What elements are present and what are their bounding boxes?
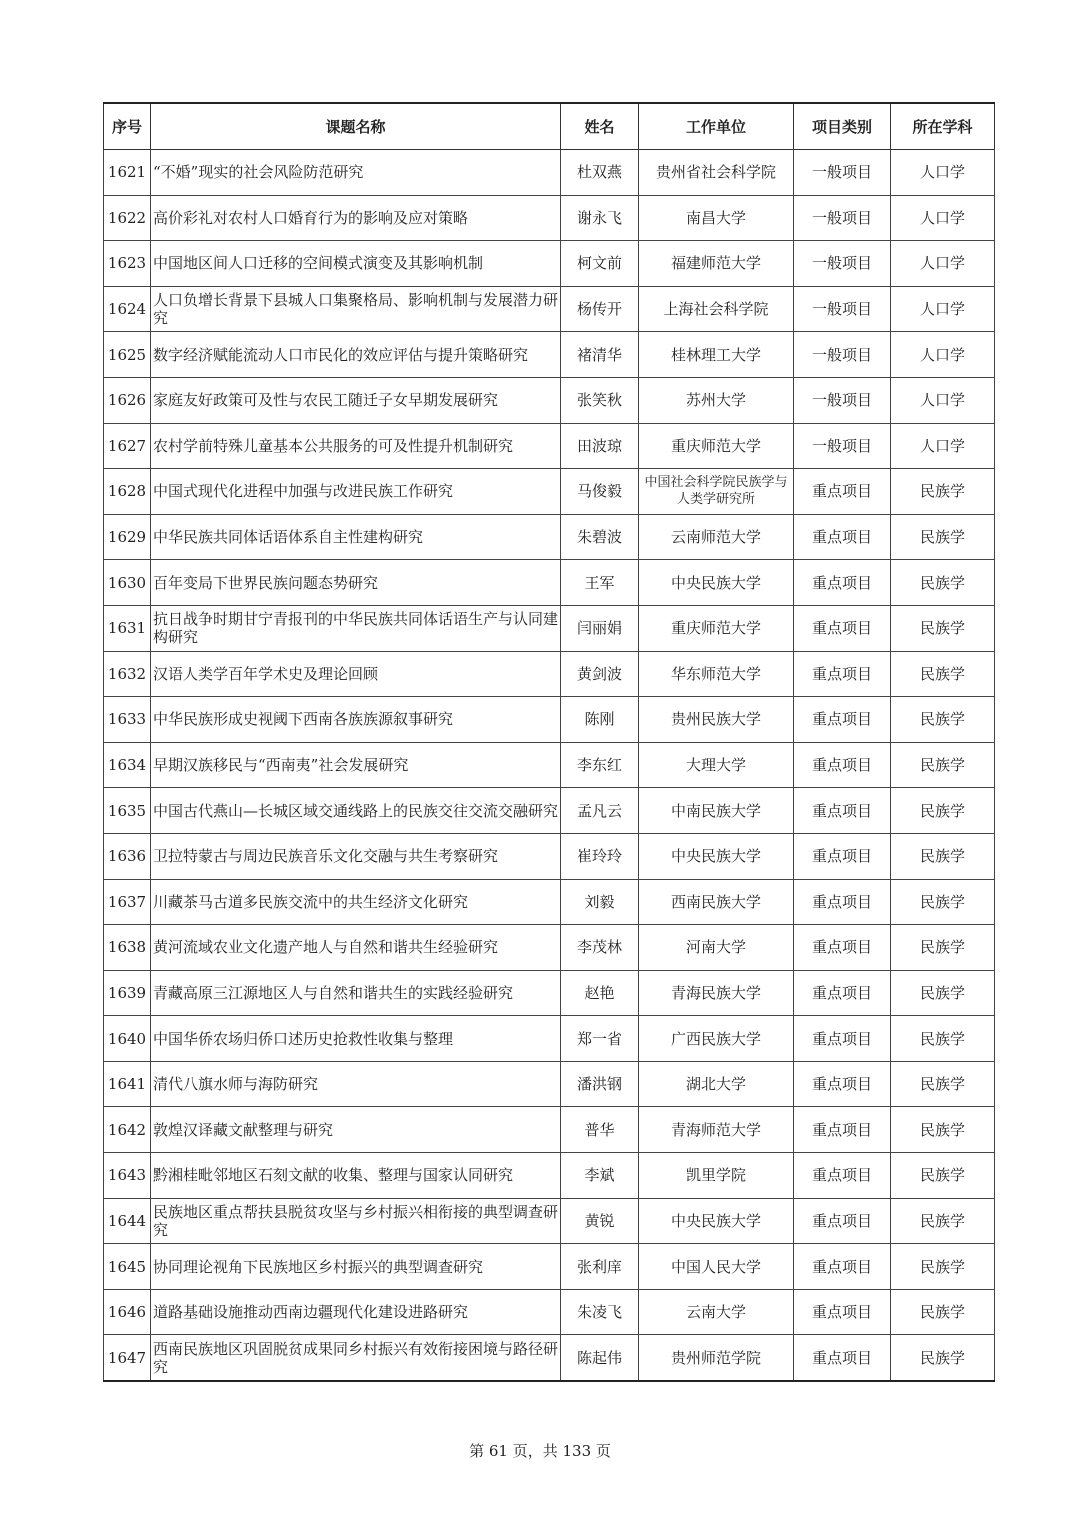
cell-no: 1635 (104, 788, 151, 834)
cell-unit: 中央民族大学 (639, 1198, 794, 1244)
cell-name: 陈刚 (561, 697, 639, 743)
cell-unit: 南昌大学 (639, 195, 794, 241)
cell-title: 黔湘桂毗邻地区石刻文献的收集、整理与国家认同研究 (151, 1153, 561, 1199)
table-row (104, 560, 995, 606)
cell-no: 1645 (104, 1244, 151, 1290)
cell-type: 重点项目 (794, 879, 891, 925)
cell-unit: 广西民族大学 (639, 1016, 794, 1062)
table-row (104, 1289, 995, 1335)
cell-title: 家庭友好政策可及性与农民工随迁子女早期发展研究 (151, 377, 561, 423)
cell-no: 1632 (104, 651, 151, 697)
cell-no: 1647 (104, 1335, 151, 1381)
cell-unit: 贵州民族大学 (639, 697, 794, 743)
table-row (104, 1153, 995, 1199)
cell-no: 1640 (104, 1016, 151, 1062)
table-row (104, 1107, 995, 1153)
cell-subject: 人口学 (891, 286, 995, 332)
cell-name: 杨传开 (561, 286, 639, 332)
cell-name: 刘毅 (561, 879, 639, 925)
cell-no: 1642 (104, 1107, 151, 1153)
cell-type: 重点项目 (794, 1153, 891, 1199)
cell-unit: 上海社会科学院 (639, 286, 794, 332)
cell-type: 重点项目 (794, 742, 891, 788)
cell-no: 1624 (104, 286, 151, 332)
header-title: 课题名称 (151, 103, 561, 150)
cell-type: 重点项目 (794, 788, 891, 834)
cell-unit: 福建师范大学 (639, 241, 794, 287)
cell-no: 1638 (104, 925, 151, 971)
cell-unit: 中央民族大学 (639, 560, 794, 606)
cell-unit: 青海民族大学 (639, 970, 794, 1016)
cell-subject: 民族学 (891, 1153, 995, 1199)
cell-unit: 中国社会科学院民族学与人类学研究所 (639, 469, 794, 515)
cell-name: 褚清华 (561, 332, 639, 378)
cell-title: 高价彩礼对农村人口婚育行为的影响及应对策略 (151, 195, 561, 241)
cell-title: “不婚”现实的社会风险防范研究 (151, 150, 561, 196)
cell-name: 张笑秋 (561, 377, 639, 423)
table-row (104, 423, 995, 469)
cell-unit: 苏州大学 (639, 377, 794, 423)
cell-subject: 民族学 (891, 833, 995, 879)
table-row (104, 514, 995, 560)
table-row (104, 332, 995, 378)
cell-unit: 贵州省社会科学院 (639, 150, 794, 196)
cell-title: 黄河流域农业文化遗产地人与自然和谐共生经验研究 (151, 925, 561, 971)
cell-type: 重点项目 (794, 970, 891, 1016)
table-row (104, 195, 995, 241)
table-row (104, 879, 995, 925)
cell-unit: 西南民族大学 (639, 879, 794, 925)
cell-type: 一般项目 (794, 423, 891, 469)
cell-subject: 民族学 (891, 1198, 995, 1244)
cell-title: 中华民族共同体话语体系自主性建构研究 (151, 514, 561, 560)
cell-subject: 民族学 (891, 1335, 995, 1381)
cell-no: 1623 (104, 241, 151, 287)
cell-name: 崔玲玲 (561, 833, 639, 879)
cell-name: 黄锐 (561, 1198, 639, 1244)
cell-no: 1621 (104, 150, 151, 196)
cell-unit: 云南大学 (639, 1289, 794, 1335)
table-row (104, 469, 995, 515)
cell-name: 张利庠 (561, 1244, 639, 1290)
cell-unit: 中央民族大学 (639, 833, 794, 879)
cell-title: 汉语人类学百年学术史及理论回顾 (151, 651, 561, 697)
cell-title: 中国古代燕山—长城区域交通线路上的民族交往交流交融研究 (151, 788, 561, 834)
cell-type: 一般项目 (794, 195, 891, 241)
header-no: 序号 (104, 103, 151, 150)
cell-title: 青藏高原三江源地区人与自然和谐共生的实践经验研究 (151, 970, 561, 1016)
cell-type: 重点项目 (794, 651, 891, 697)
cell-title: 中华民族形成史视阈下西南各族族源叙事研究 (151, 697, 561, 743)
cell-unit: 中南民族大学 (639, 788, 794, 834)
cell-type: 重点项目 (794, 1198, 891, 1244)
cell-subject: 人口学 (891, 332, 995, 378)
cell-type: 重点项目 (794, 1107, 891, 1153)
cell-no: 1629 (104, 514, 151, 560)
table-row (104, 1061, 995, 1107)
cell-subject: 民族学 (891, 742, 995, 788)
header-unit: 工作单位 (639, 103, 794, 150)
cell-name: 李茂林 (561, 925, 639, 971)
cell-name: 潘洪钢 (561, 1061, 639, 1107)
cell-type: 重点项目 (794, 560, 891, 606)
cell-subject: 人口学 (891, 377, 995, 423)
cell-title: 抗日战争时期甘宁青报刊的中华民族共同体话语生产与认同建构研究 (151, 605, 561, 651)
cell-unit: 桂林理工大学 (639, 332, 794, 378)
cell-subject: 民族学 (891, 1107, 995, 1153)
cell-type: 重点项目 (794, 514, 891, 560)
cell-title: 早期汉族移民与“西南夷”社会发展研究 (151, 742, 561, 788)
cell-title: 百年变局下世界民族问题态势研究 (151, 560, 561, 606)
cell-name: 黄剑波 (561, 651, 639, 697)
cell-no: 1637 (104, 879, 151, 925)
cell-subject: 民族学 (891, 697, 995, 743)
cell-type: 重点项目 (794, 925, 891, 971)
cell-name: 李斌 (561, 1153, 639, 1199)
table-row (104, 1244, 995, 1290)
cell-title: 道路基础设施推动西南边疆现代化建设进路研究 (151, 1289, 561, 1335)
cell-no: 1630 (104, 560, 151, 606)
cell-title: 中国式现代化进程中加强与改进民族工作研究 (151, 469, 561, 515)
cell-type: 重点项目 (794, 1335, 891, 1381)
cell-title: 协同理论视角下民族地区乡村振兴的典型调查研究 (151, 1244, 561, 1290)
table-row (104, 286, 995, 332)
cell-subject: 民族学 (891, 1016, 995, 1062)
cell-title: 清代八旗水师与海防研究 (151, 1061, 561, 1107)
cell-title: 西南民族地区巩固脱贫成果同乡村振兴有效衔接困境与路径研究 (151, 1335, 561, 1381)
table-row (104, 1016, 995, 1062)
cell-subject: 民族学 (891, 514, 995, 560)
cell-no: 1646 (104, 1289, 151, 1335)
cell-name: 赵艳 (561, 970, 639, 1016)
cell-type: 重点项目 (794, 1016, 891, 1062)
table-row (104, 377, 995, 423)
cell-subject: 民族学 (891, 651, 995, 697)
table-row (104, 833, 995, 879)
cell-name: 谢永飞 (561, 195, 639, 241)
page-footer: 第 61 页，共 133 页 (469, 1442, 611, 1460)
cell-subject: 人口学 (891, 423, 995, 469)
cell-subject: 民族学 (891, 1061, 995, 1107)
cell-no: 1636 (104, 833, 151, 879)
table-row (104, 1335, 995, 1381)
cell-type: 重点项目 (794, 697, 891, 743)
cell-subject: 民族学 (891, 788, 995, 834)
cell-unit: 中国人民大学 (639, 1244, 794, 1290)
table-row (104, 241, 995, 287)
cell-no: 1631 (104, 605, 151, 651)
cell-title: 中国华侨农场归侨口述历史抢救性收集与整理 (151, 1016, 561, 1062)
table-row (104, 970, 995, 1016)
cell-subject: 民族学 (891, 605, 995, 651)
cell-unit: 重庆师范大学 (639, 605, 794, 651)
cell-no: 1627 (104, 423, 151, 469)
cell-no: 1626 (104, 377, 151, 423)
cell-name: 田波琼 (561, 423, 639, 469)
cell-name: 陈起伟 (561, 1335, 639, 1381)
cell-type: 一般项目 (794, 332, 891, 378)
cell-no: 1639 (104, 970, 151, 1016)
cell-type: 重点项目 (794, 1061, 891, 1107)
cell-name: 王军 (561, 560, 639, 606)
cell-subject: 民族学 (891, 469, 995, 515)
cell-subject: 民族学 (891, 1289, 995, 1335)
cell-unit: 云南师范大学 (639, 514, 794, 560)
table-row (104, 605, 995, 651)
cell-name: 柯文前 (561, 241, 639, 287)
cell-type: 一般项目 (794, 241, 891, 287)
table-row (104, 651, 995, 697)
cell-title: 人口负增长背景下县城人口集聚格局、影响机制与发展潜力研究 (151, 286, 561, 332)
cell-no: 1625 (104, 332, 151, 378)
cell-no: 1622 (104, 195, 151, 241)
cell-unit: 大理大学 (639, 742, 794, 788)
cell-type: 一般项目 (794, 377, 891, 423)
cell-subject: 民族学 (891, 970, 995, 1016)
cell-name: 孟凡云 (561, 788, 639, 834)
project-table (103, 102, 995, 1382)
cell-unit: 凯里学院 (639, 1153, 794, 1199)
cell-title: 数字经济赋能流动人口市民化的效应评估与提升策略研究 (151, 332, 561, 378)
cell-title: 卫拉特蒙古与周边民族音乐文化交融与共生考察研究 (151, 833, 561, 879)
cell-subject: 人口学 (891, 195, 995, 241)
cell-no: 1641 (104, 1061, 151, 1107)
cell-no: 1644 (104, 1198, 151, 1244)
cell-type: 重点项目 (794, 1289, 891, 1335)
cell-name: 郑一省 (561, 1016, 639, 1062)
table-row (104, 697, 995, 743)
cell-name: 朱凌飞 (561, 1289, 639, 1335)
cell-subject: 民族学 (891, 1244, 995, 1290)
table-row (104, 1198, 995, 1244)
cell-subject: 民族学 (891, 560, 995, 606)
cell-no: 1628 (104, 469, 151, 515)
cell-no: 1634 (104, 742, 151, 788)
cell-title: 敦煌汉译藏文献整理与研究 (151, 1107, 561, 1153)
cell-name: 马俊毅 (561, 469, 639, 515)
cell-subject: 民族学 (891, 879, 995, 925)
cell-no: 1633 (104, 697, 151, 743)
cell-title: 中国地区间人口迁移的空间模式演变及其影响机制 (151, 241, 561, 287)
cell-no: 1643 (104, 1153, 151, 1199)
cell-name: 杜双燕 (561, 150, 639, 196)
cell-unit: 青海师范大学 (639, 1107, 794, 1153)
cell-type: 重点项目 (794, 605, 891, 651)
cell-unit: 贵州师范学院 (639, 1335, 794, 1381)
cell-subject: 人口学 (891, 150, 995, 196)
cell-title: 川藏茶马古道多民族交流中的共生经济文化研究 (151, 879, 561, 925)
table-row (104, 788, 995, 834)
table-row (104, 742, 995, 788)
cell-unit: 湖北大学 (639, 1061, 794, 1107)
cell-unit: 重庆师范大学 (639, 423, 794, 469)
cell-type: 重点项目 (794, 833, 891, 879)
cell-unit: 河南大学 (639, 925, 794, 971)
header-subject: 所在学科 (891, 103, 995, 150)
cell-name: 李东红 (561, 742, 639, 788)
cell-name: 闫丽娟 (561, 605, 639, 651)
table-row (104, 150, 995, 196)
cell-title: 农村学前特殊儿童基本公共服务的可及性提升机制研究 (151, 423, 561, 469)
cell-type: 重点项目 (794, 469, 891, 515)
cell-name: 普华 (561, 1107, 639, 1153)
cell-unit: 华东师范大学 (639, 651, 794, 697)
cell-subject: 民族学 (891, 925, 995, 971)
header-name: 姓名 (561, 103, 639, 150)
header-type: 项目类别 (794, 103, 891, 150)
table-body (104, 150, 995, 1382)
table-row (104, 925, 995, 971)
cell-type: 一般项目 (794, 150, 891, 196)
cell-title: 民族地区重点帮扶县脱贫攻坚与乡村振兴相衔接的典型调查研究 (151, 1198, 561, 1244)
cell-subject: 人口学 (891, 241, 995, 287)
cell-name: 朱碧波 (561, 514, 639, 560)
cell-type: 一般项目 (794, 286, 891, 332)
header-row (104, 103, 995, 150)
cell-type: 重点项目 (794, 1244, 891, 1290)
